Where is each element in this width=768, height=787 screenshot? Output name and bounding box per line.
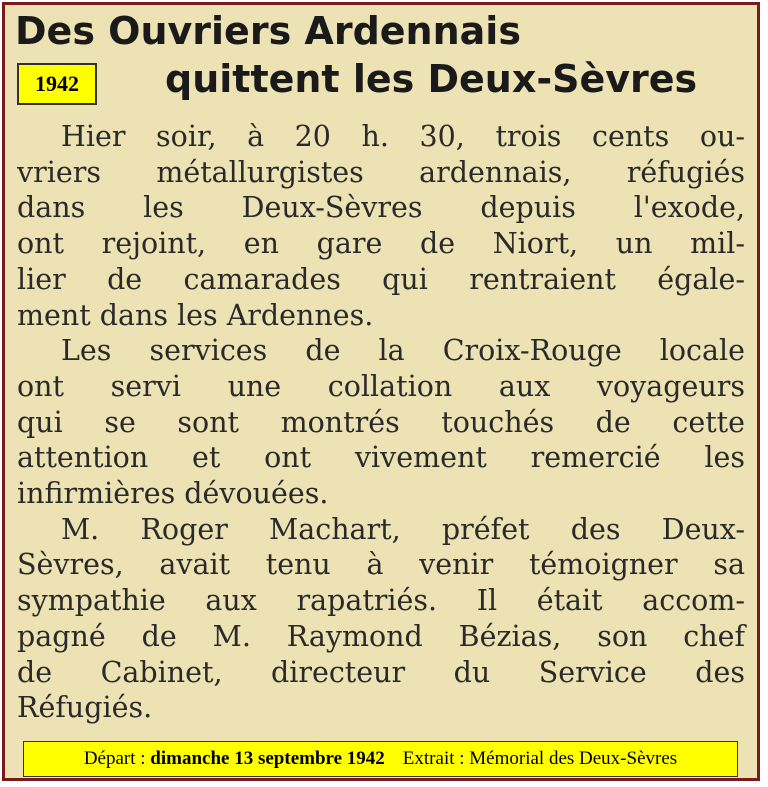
p1-line-5: lier de camarades qui rentraient égale-	[17, 262, 745, 296]
caption-bar	[23, 741, 738, 777]
p2-line-4: attention et ont vivement remercié les	[17, 441, 745, 475]
p3-line-2: Sèvres, avait tenu à venir témoigner sa	[17, 548, 745, 582]
p3-line-3: sympathie aux rapatriés. Il était accom-	[17, 584, 745, 618]
depart-value: dimanche 13 septembre 1942	[150, 748, 385, 769]
p2-line-5: infirmières dévouées.	[17, 477, 329, 511]
p1-line-6: ment dans les Ardennes.	[17, 298, 374, 332]
p1-line-1: Hier soir, à 20 h. 30, trois cents ou-	[61, 120, 745, 153]
depart-label: Départ :	[83, 748, 146, 769]
p1-line-2: vriers métallurgistes ardennais, réfugiés	[17, 155, 745, 189]
headline-line-1: Des Ouvriers Ardennais	[15, 9, 521, 53]
p1-line-3: dans les Deux-Sèvres depuis l'exode,	[17, 191, 745, 225]
p3-line-5: de Cabinet, directeur du Service des	[17, 655, 745, 689]
p2-line-1: Les services de la Croix-Rouge locale	[61, 334, 745, 368]
p3-line-4: pagné de M. Raymond Bézias, son chef	[17, 619, 745, 653]
p2-line-2: ont servi une collation aux voyageurs	[17, 369, 745, 403]
p1-line-4: ont rejoint, en gare de Niort, un mil-	[17, 227, 745, 261]
article-body	[17, 119, 745, 726]
year-badge: 1942	[17, 63, 97, 105]
p2-line-3: qui se sont montrés touchés de cette	[17, 405, 745, 439]
p3-line-1: M. Roger Machart, préfet des Deux-	[61, 512, 745, 546]
article-frame	[2, 2, 760, 781]
headline-line-2: quittent les Deux-Sèvres	[165, 57, 698, 101]
source-label: Extrait : Mémorial des Deux-Sèvres	[402, 748, 678, 769]
p3-line-6: Réfugiés.	[17, 691, 153, 725]
